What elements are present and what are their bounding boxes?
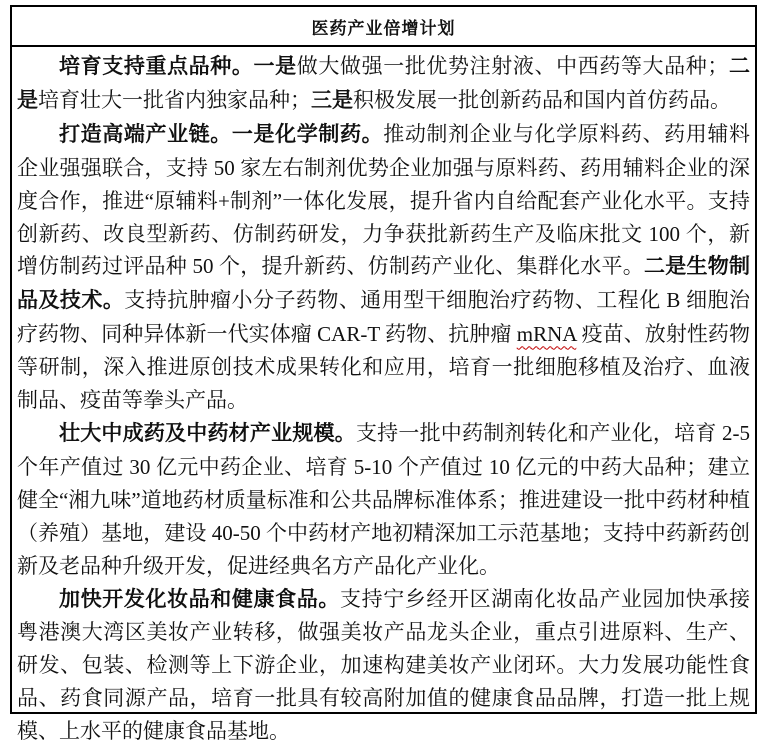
bold-heading-run: 三是 <box>311 89 353 112</box>
bold-heading-run: 加快开发化妆品和健康食品。 <box>59 588 340 611</box>
document-body <box>12 47 755 748</box>
text-run: 积极发展一批创新药品和国内首仿药品。 <box>353 88 731 112</box>
text-run: 做大做强一批优势注射液、中西药等大品种； <box>297 54 729 78</box>
bold-heading-run: 二是 <box>17 55 750 112</box>
bold-heading-run: 二是生物制品及技术。 <box>17 255 750 312</box>
bold-heading-run: 打造高端产业链。一是化学制药。 <box>59 123 383 146</box>
document-table <box>10 5 757 714</box>
text-run: 疫苗、放射性药物等研制，深入推进原创技术成果转化和应用，培育一批细胞移植及治疗、血液制品、疫苗等拳头产品。 <box>17 322 750 412</box>
spellcheck-word: mRNA <box>517 322 577 346</box>
paragraph <box>17 583 750 748</box>
paragraph <box>17 118 750 417</box>
document-title: 医药产业倍增计划 <box>312 14 456 39</box>
bold-heading-run: 壮大中成药及中药材产业规模。 <box>59 422 356 445</box>
table-header-row <box>12 7 755 47</box>
bold-heading-run: 培育支持重点品种。一是 <box>59 55 297 78</box>
text-run: 培育壮大一批省内独家品种； <box>38 88 311 112</box>
paragraph <box>17 50 750 118</box>
text-run: 支持一批中药制剂转化和产业化，培育 2-5 个年产值过 30 亿元中药企业、培育 5-10 个产值过 10 亿元的中药大品种；建立健全“湘九味”道地药材质量标准和公共品牌标准体系；推进建设一批中药材种植（养殖）基地，建设 40-50 个中药材产地初精深加工示范基地；支持中药新药创新及老品种升级开发，促进经典名方产品化产业化。 <box>17 421 750 578</box>
paragraph <box>17 417 750 583</box>
text-run: 支持宁乡经开区湖南化妆品产业园加快承接粤港澳大湾区美妆产业转移，做强美妆产品龙头企业，重点引进原料、生产、研发、包装、检测等上下游企业，加速构建美妆产业闭环。大力发展功能性食品、药食同源产品，培育一批具有较高附加值的健康食品品牌，打造一批上规模、上水平的健康食品基地。 <box>17 587 750 744</box>
text-run: 推动制剂企业与化学原料药、药用辅料企业强强联合，支持 50 家左右制剂优势企业加强与原料药、药用辅料企业的深度合作，推进“原辅料+制剂”一体化发展，提升省内自给配套产业化水平。支持创新药、改良型新药、仿制药研发，力争获批新药生产及临床批文 100 个，新增仿制药过评品种 50 个，提升新药、仿制药产业化、集群化水平。 <box>17 122 750 279</box>
text-run: 支持抗肿瘤小分子药物、通用型干细胞治疗药物、工程化 B 细胞治疗药物、同种异体新一代实体瘤 CAR-T 药物、抗肿瘤 <box>17 288 750 346</box>
